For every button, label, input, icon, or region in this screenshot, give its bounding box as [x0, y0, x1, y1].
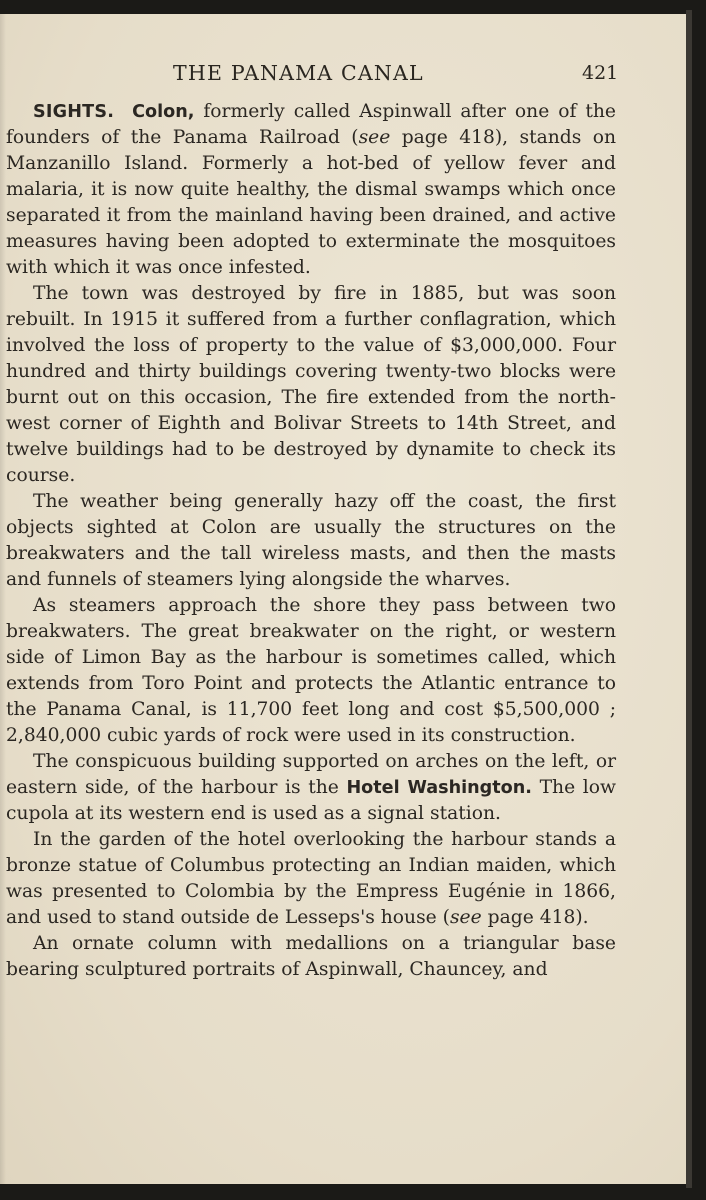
paragraph-text: The conspicuous building supported on arches on the left, or eastern side, of the harbour is the	[6, 751, 616, 798]
page-number: 421	[582, 62, 619, 84]
see-reference: see	[358, 127, 391, 148]
paragraph-column: An ornate column with medallions on a triangular base bearing sculptured portraits of Aspinwall, Chauncey, and	[6, 933, 616, 980]
section-heading: SIGHTS.	[33, 102, 115, 122]
paragraph-sights	[6, 99, 616, 281]
paragraph-breakwaters: As steamers approach the shore they pass between two breakwaters. The great breakwater on the right, or western side of Limon Bay as the harbour is sometimes called, which extends from Toro Point and protects the Atlantic entrance to the Panama Canal, is 11,700 feet long and cost $5,500,000 ; 2,840,000 cubic yards of rock were used in its construction.	[6, 595, 616, 746]
running-header	[0, 57, 686, 93]
see-reference: see	[449, 907, 482, 928]
paragraph-fire: The town was destroyed by fire in 1885, but was soon rebuilt. In 1915 it suffered from a further conflagration, which involved the loss of property to the value of $3,000,000. Four hundred and thirty buildings covering twenty-two blocks were burnt out on this occasion, The fire extended from the north-west corner of Eighth and Bolivar Streets to 14th Street, and twelve buildings had to be destroyed by dynamite to check its course.	[6, 283, 616, 486]
running-title: THE PANAMA CANAL	[173, 61, 424, 85]
paragraph-text: page 418), stands on Manzanillo Island. Formerly a hot-bed of yellow fever and malaria, it is now quite healthy, the dismal swamps which once separated it from the mainland having been drained, and active measures having been adopted to exterminate the mosquitoes with which it was once infested.	[6, 127, 617, 278]
paragraph-text: In the garden of the hotel overlooking the harbour stands a bronze statue of Columbus protecting an Indian maiden, which was presented to Colombia by the Empress Eugénie in 1866, and used to stand outside de Lesseps's house (	[6, 829, 616, 928]
paragraph-text: formerly called Aspinwall after one of the founders of the Panama Railroad (	[6, 101, 616, 148]
paragraph-text: The low cupola at its western end is used as a signal station.	[6, 777, 616, 824]
place-name-hotel-washington: Hotel Washington.	[346, 778, 532, 798]
paragraph-statue	[6, 827, 616, 931]
paragraph-weather: The weather being generally hazy off the coast, the first objects sighted at Colon are usually the structures on the breakwaters and the tall wireless masts, and then the masts and funnels of steamers lying alongside the wharves.	[6, 491, 616, 590]
book-edge	[686, 10, 692, 1188]
paragraph-text: page 418).	[481, 907, 589, 928]
paragraph-hotel	[6, 749, 616, 827]
place-name-colon: Colon,	[132, 102, 195, 122]
body-text	[6, 99, 616, 983]
